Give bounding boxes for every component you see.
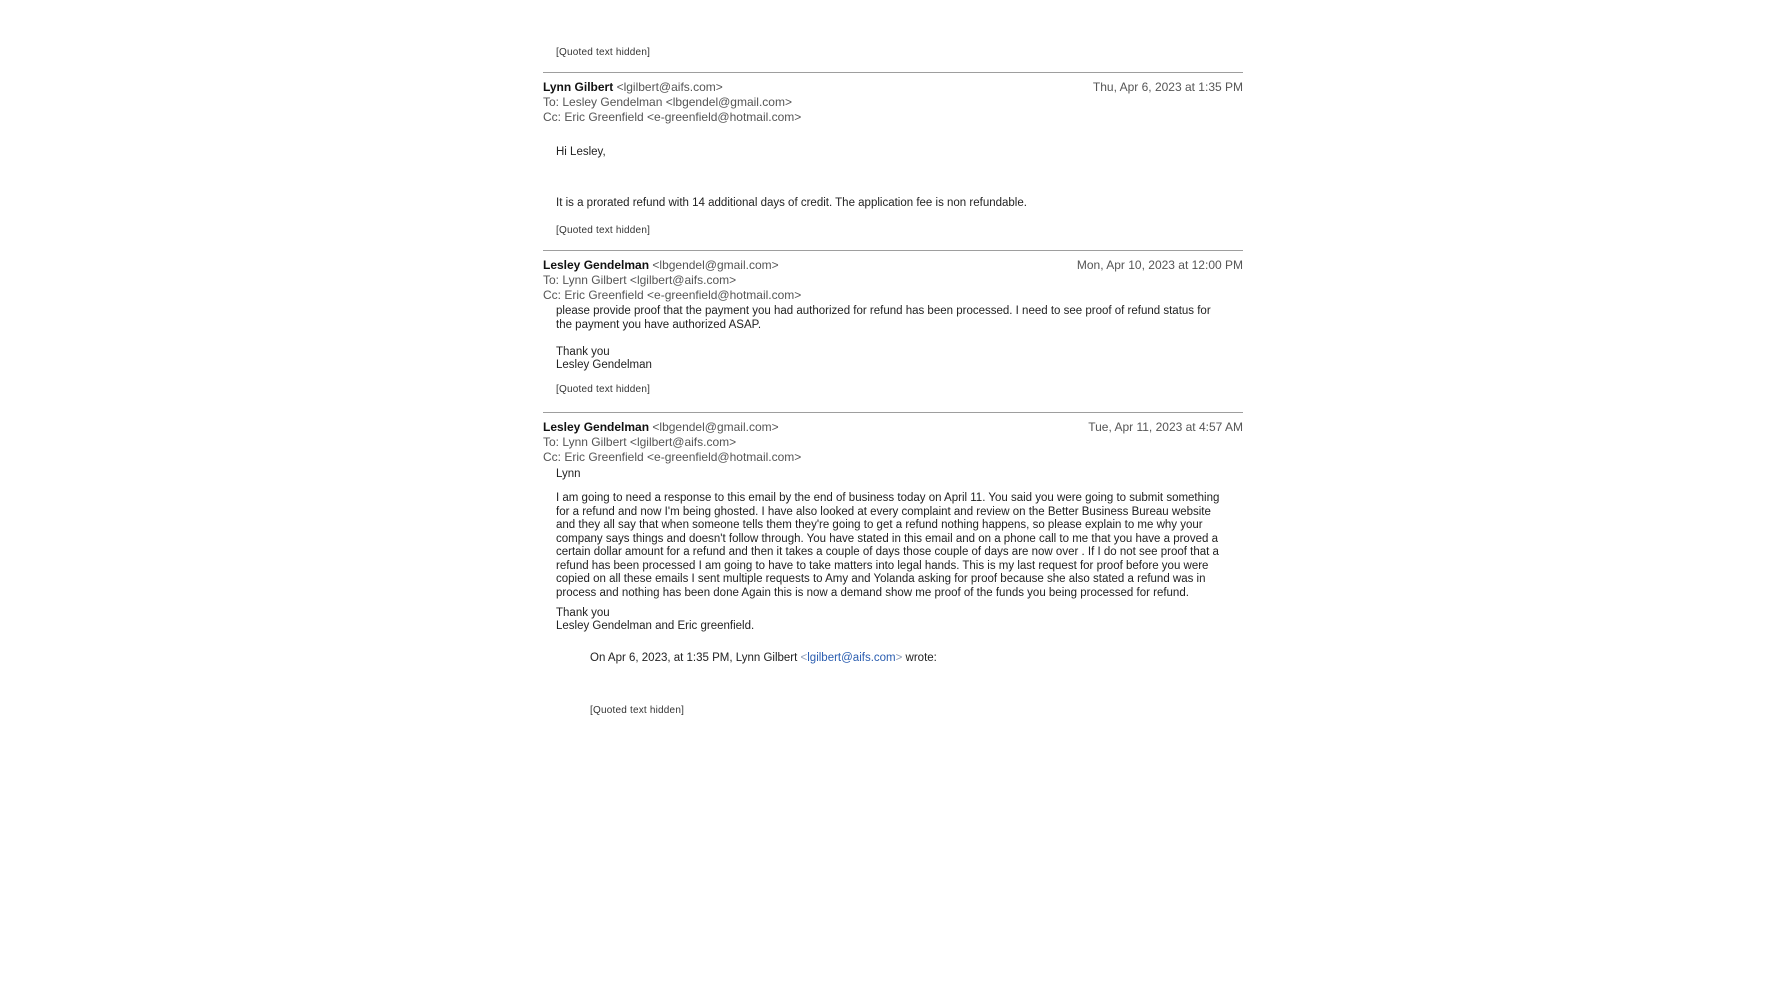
email-thread-content	[543, 0, 1243, 1000]
message-header	[543, 258, 1243, 303]
message-paragraph: I am going to need a response to this email by the end of business today on April 11. You said you were going to submit something for a refund and now I'm being ghosted. I have also looked at every complaint and review on the Better Business Bureau website and they all say that when someone tells them they're going to get a refund nothing happens, so please explain to me why your company says things and doesn't follow through. You have stated in this email and on a phone call to me that you have a proved a certain dollar amount for a refund and then it takes a couple of days those couple of days are now over . If I do not see proof that a refund has been processed I am going to have to take matters into legal hands. This is my last request for proof before you were copied on all these emails I sent multiple requests to Amy and Yolanda asking for proof because she also stated a refund was in process and nothing has been done Again this is now a demand show me proof of the funds you being processed for refund.	[556, 492, 1220, 599]
sender-name: Lynn Gilbert	[543, 80, 614, 94]
sender-email-link[interactable]: lgilbert@aifs.com	[807, 652, 896, 664]
sender-line	[543, 258, 801, 273]
quote-attribution-bracket: >	[895, 652, 903, 664]
message-sender-block	[543, 420, 801, 465]
to-line: To: Lynn Gilbert <lgilbert@aifs.com>	[543, 273, 737, 287]
quoted-text-hidden-marker: [Quoted text hidden]	[556, 47, 651, 58]
message-date: Mon, Apr 10, 2023 at 12:00 PM	[1076, 258, 1243, 272]
quoted-text-hidden-marker: [Quoted text hidden]	[556, 384, 651, 395]
quoted-text-hidden-marker: [Quoted text hidden]	[590, 705, 685, 716]
message-header	[543, 420, 1243, 465]
sender-email: <lgilbert@aifs.com>	[616, 80, 723, 94]
cc-line: Cc: Eric Greenfield <e-greenfield@hotmail.com>	[543, 110, 802, 124]
message-sender-block	[543, 258, 801, 303]
message-greeting: Lynn	[556, 468, 581, 480]
message-header	[543, 80, 1243, 125]
message-date: Tue, Apr 11, 2023 at 4:57 AM	[1088, 420, 1243, 434]
message-separator	[543, 72, 1243, 73]
message-closing: Thank you	[556, 346, 610, 358]
quote-attribution-bracket: <	[800, 652, 808, 664]
message-separator	[543, 250, 1243, 251]
quote-attribution-line	[590, 652, 1243, 666]
message-signature: Lesley Gendelman	[556, 359, 652, 371]
message-paragraph: It is a prorated refund with 14 additional days of credit. The application fee is non refundable.	[556, 197, 1027, 209]
message-date: Thu, Apr 6, 2023 at 1:35 PM	[1092, 80, 1243, 94]
quote-attribution-text: wrote:	[902, 652, 937, 664]
message-sender-block	[543, 80, 801, 125]
to-line: To: Lesley Gendelman <lbgendel@gmail.com>	[543, 95, 792, 109]
quote-attribution-text: On Apr 6, 2023, at 1:35 PM, Lynn Gilbert	[590, 652, 801, 664]
sender-email: <lbgendel@gmail.com>	[652, 258, 779, 272]
sender-line	[543, 80, 801, 95]
cc-line: Cc: Eric Greenfield <e-greenfield@hotmail.com>	[543, 288, 802, 302]
sender-email: <lbgendel@gmail.com>	[652, 420, 779, 434]
to-line: To: Lynn Gilbert <lgilbert@aifs.com>	[543, 435, 737, 449]
message-signature: Lesley Gendelman and Eric greenfield.	[556, 620, 755, 632]
quoted-text-hidden-marker: [Quoted text hidden]	[556, 225, 651, 236]
cc-line: Cc: Eric Greenfield <e-greenfield@hotmail.com>	[543, 450, 802, 464]
sender-name: Lesley Gendelman	[543, 258, 650, 272]
sender-line	[543, 420, 801, 435]
message-greeting: Hi Lesley,	[556, 146, 606, 158]
message-separator	[543, 412, 1243, 413]
message-closing: Thank you	[556, 607, 610, 619]
sender-name: Lesley Gendelman	[543, 420, 650, 434]
message-paragraph: please provide proof that the payment you had authorized for refund has been processed. I need to see proof of refund status for the payment you have authorized ASAP.	[556, 305, 1211, 331]
